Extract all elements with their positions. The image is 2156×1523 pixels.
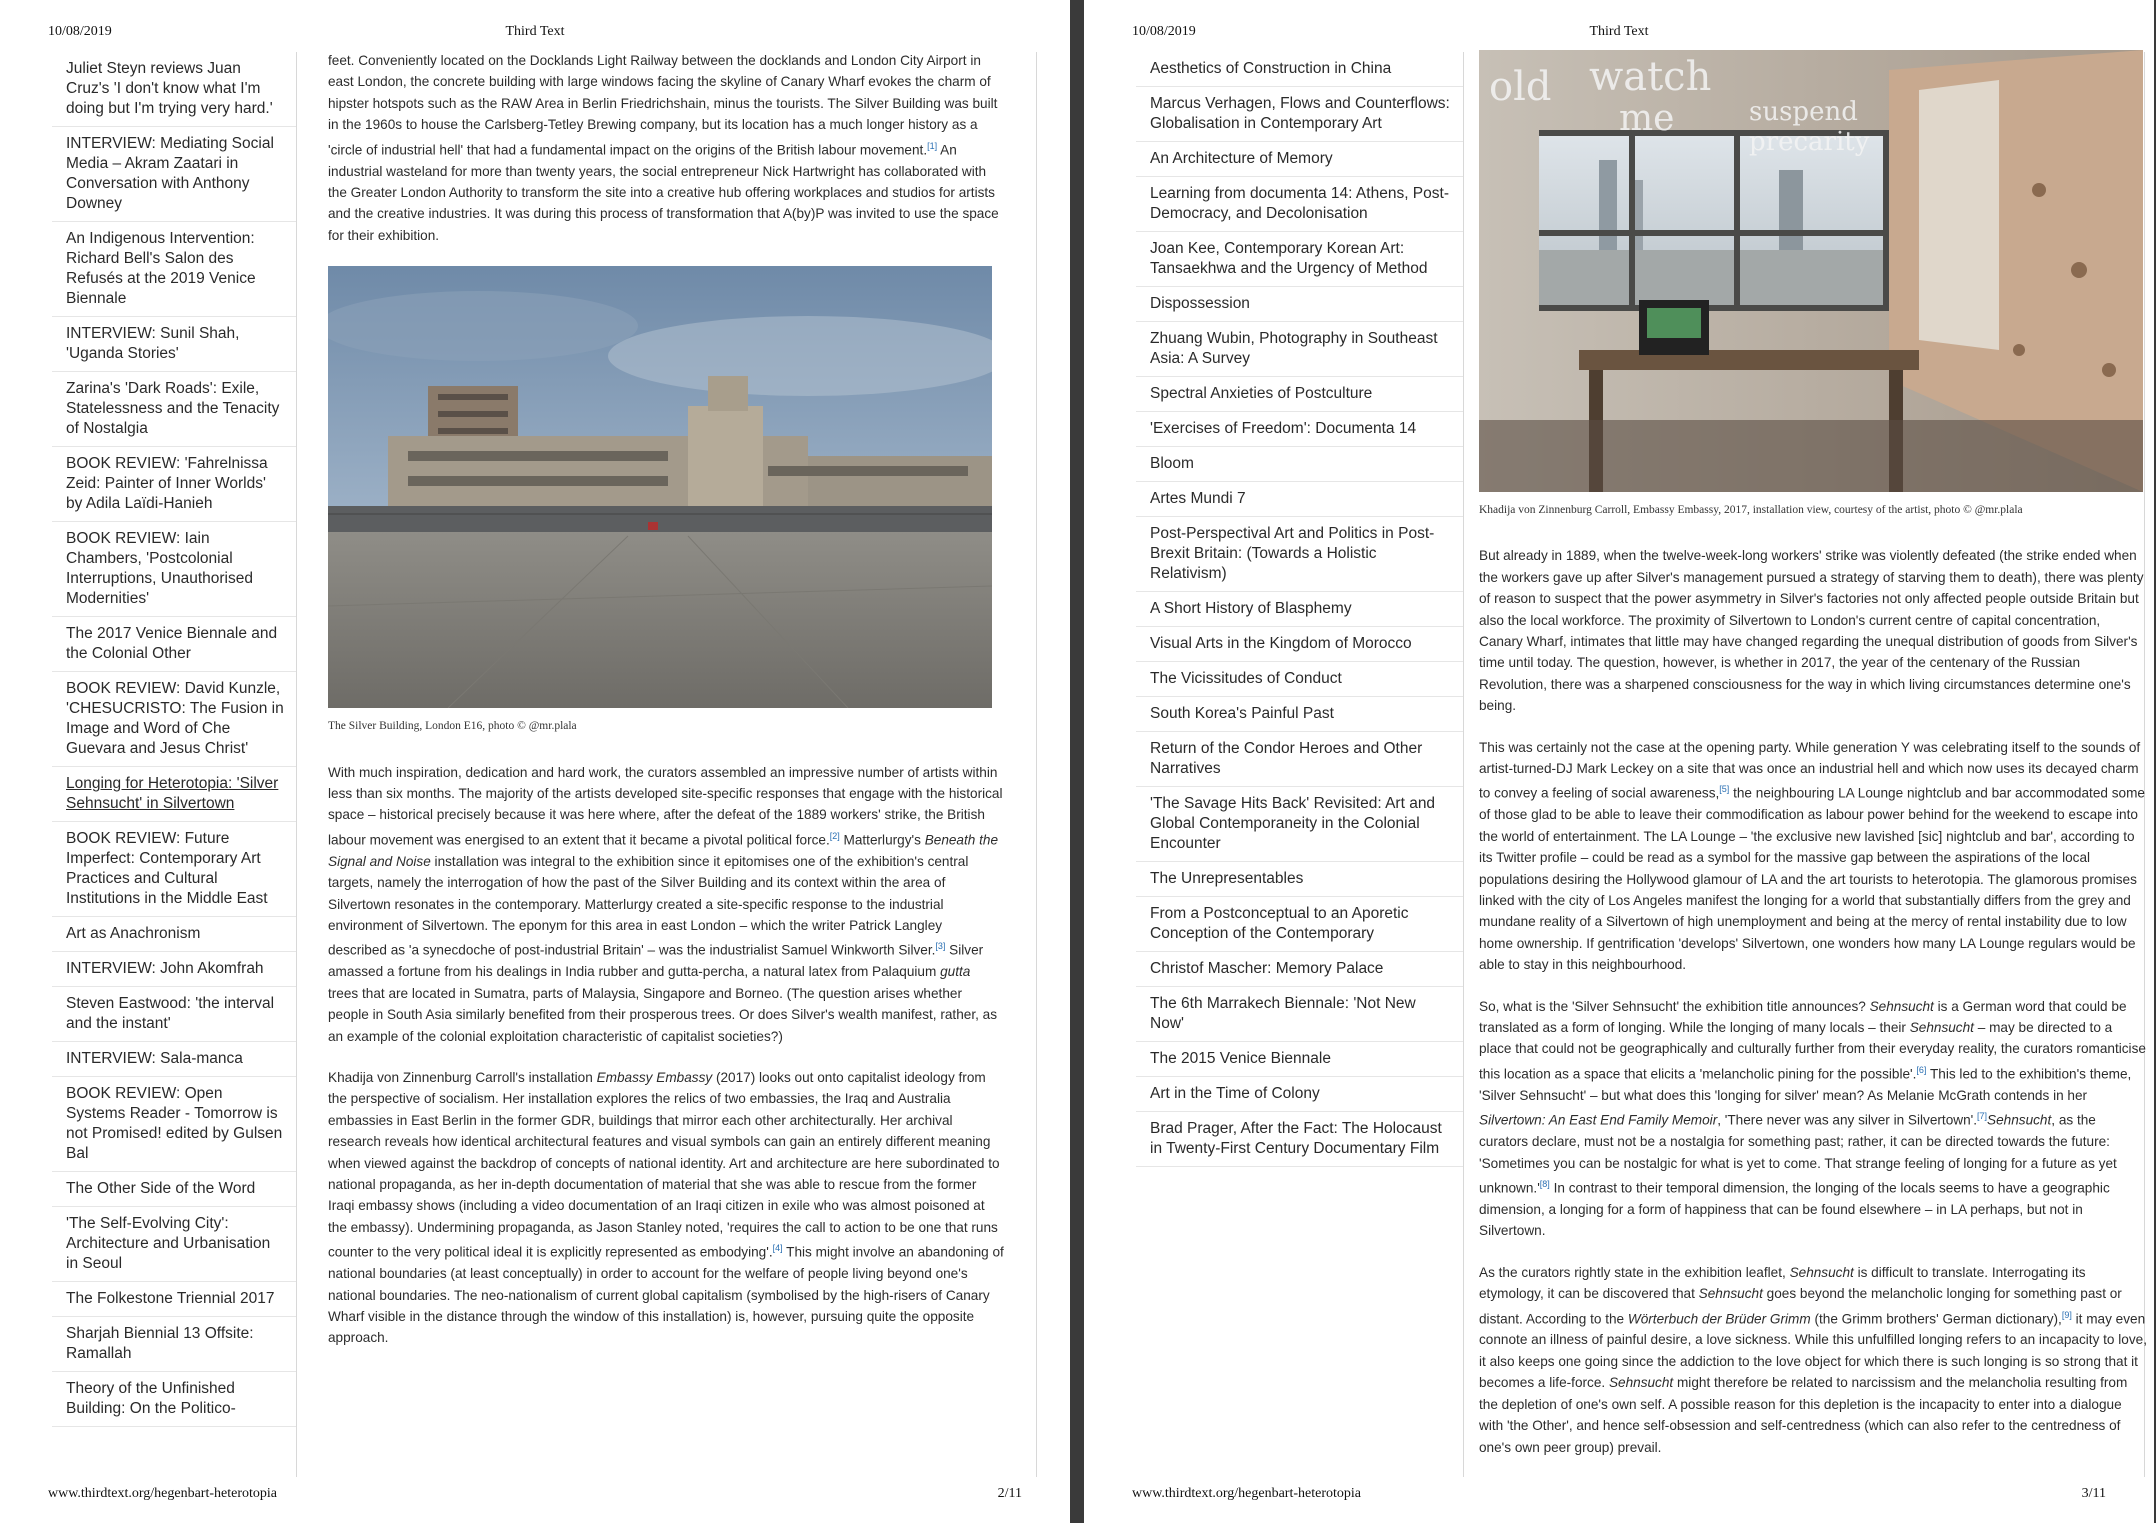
related-articles-list: [1136, 52, 1463, 1167]
sidebar-article-link[interactable]: Christof Mascher: Memory Palace: [1136, 952, 1463, 987]
sidebar-article-link[interactable]: 'Exercises of Freedom': Documenta 14: [1136, 412, 1463, 447]
sidebar-article-link[interactable]: Joan Kee, Contemporary Korean Art: Tansaekhwa and the Urgency of Method: [1136, 232, 1463, 287]
sidebar-article-link[interactable]: From a Postconceptual to an Aporetic Conception of the Contemporary: [1136, 897, 1463, 952]
article-paragraph: This was certainly not the case at the opening party. While generation Y was celebrating itself to the sounds of artist-turned-DJ Mark Leckey on a site that was once an industrial hell and which now uses its decayed charm to convey a feeling of social awareness,[5] the neighbouring LA Lounge nightclub and bar accommodated some of those glad to be able to leave their commodification as labour power behind for the weekend to escape into the world of entertainment. The LA Lounge – 'the exclusive new lavished [sic] nightclub and bar', according to its Twitter profile – could be read as a symbol for the massive gap between the aspirations of the local populations desiring the Hollywood glamour of LA and the art tourists to heterotopia. The glamorous promises linked with the city of Los Angeles manifest the longing for a world that substantially differs from the grey and mundane reality of a Silvertown of high unemployment and being at the mercy of rental instability due to low home ownership. If gentrification 'develops' Silvertown, one wonders how many LA Lounge regulars would be able to stay in this neighbourhood.: [1479, 739, 2145, 973]
sidebar-article-link[interactable]: BOOK REVIEW: 'Fahrelnissa Zeid: Painter of Inner Worlds' by Adila Laïdi-Hanieh: [52, 447, 296, 522]
sidebar-article-link[interactable]: The Vicissitudes of Conduct: [1136, 662, 1463, 697]
page-url: www.thirdtext.org/hegenbart-heterotopia: [48, 1486, 277, 1501]
sidebar-article-link[interactable]: Art in the Time of Colony: [1136, 1077, 1463, 1112]
sidebar-article-link[interactable]: The Folkestone Triennial 2017: [52, 1282, 296, 1317]
sidebar-article-link[interactable]: Steven Eastwood: 'the interval and the instant': [52, 987, 296, 1042]
sidebar-article-link[interactable]: Brad Prager, After the Fact: The Holocaust in Twenty-First Century Documentary Film: [1136, 1112, 1463, 1167]
wall-writing: suspend: [1749, 97, 1858, 127]
sidebar-article-link[interactable]: INTERVIEW: Sunil Shah, 'Uganda Stories': [52, 317, 296, 372]
sidebar-article-link[interactable]: The Other Side of the Word: [52, 1172, 296, 1207]
sidebar-article-link[interactable]: Juliet Steyn reviews Juan Cruz's 'I don't know what I'm doing but I'm trying very hard.': [52, 52, 296, 127]
sidebar-article-link[interactable]: BOOK REVIEW: David Kunzle, 'CHESUCRISTO: The Fusion in Image and Word of Che Guevara and Jesus Christ': [52, 672, 296, 767]
figure-caption: The Silver Building, London E16, photo © @mr.plala: [328, 720, 577, 733]
document-page-2: [0, 0, 1070, 1523]
sidebar-article-link[interactable]: Post-Perspectival Art and Politics in Post-Brexit Britain: (Towards a Holistic Relativism): [1136, 517, 1463, 592]
sidebar-article-link[interactable]: Marcus Verhagen, Flows and Counterflows: Globalisation in Contemporary Art: [1136, 87, 1463, 142]
article-paragraph: As the curators rightly state in the exhibition leaflet, Sehnsucht is difficult to translate. Interrogating its etymology, it can be discovered that Sehnsucht goes beyond the melancholic longing for something past or distant. According to the Wörterbuch der Brüder Grimm (the Grimm brothers' German dictionary),[9] it may even connote an illness of painful desire, a love sickness. While this unfulfilled longing refers to an incapacity to love, it also keeps one going since the addiction to the love object for which there is such longing is so strong that it becomes a life-force. Sehnsucht might therefore be related to narcissism and the melancholia resulting from the depletion of one's own self. A possible reason for this depletion is the incapacity to enter into a dialogue with 'the Other', and hence self-obsession and self-centredness (which can also refer to the centredness of one's own peer group) prevail.: [1479, 1264, 2147, 1455]
sidebar-article-link[interactable]: South Korea's Painful Past: [1136, 697, 1463, 732]
sidebar-article-link[interactable]: Zarina's 'Dark Roads': Exile, Statelessness and the Tenacity of Nostalgia: [52, 372, 296, 447]
page-footer: [1132, 1486, 2106, 1510]
article-paragraph: feet. Conveniently located on the Docklands Light Railway between the docklands and London City Airport in east London, the concrete building with large windows facing the skyline of Canary Wharf evokes the charm of hipster hotspots such as the RAW Area in Berlin Friedrichshain, minus the tourists. The Silver Building was built in the 1960s to house the Carlsberg-Tetley Brewing company, but its location has a much longer history as a 'circle of industrial hell' that had a fundamental impact on the origins of the British labour movement.[1] An industrial wasteland for more than twenty years, the social entrepreneur Nick Hartwright has collaborated with the Greater London Authority to transform the site into a creative hub offering workplaces and studios for artists and the creative industries. It was during this process of transformation that A(by)P was invited to use the space for their exhibition.: [328, 53, 999, 243]
related-articles-sidebar: [52, 52, 297, 1477]
footnote-ref[interactable]: [5]: [1719, 784, 1730, 795]
sidebar-article-link[interactable]: Dispossession: [1136, 287, 1463, 322]
article-body: [1479, 50, 2147, 1480]
sidebar-article-link[interactable]: Art as Anachronism: [52, 917, 296, 952]
sidebar-article-link[interactable]: Theory of the Unfinished Building: On the Politico-: [52, 1372, 296, 1427]
page-footer: [48, 1486, 1022, 1510]
footnote-ref[interactable]: [2]: [829, 830, 840, 841]
page-number: 2/11: [997, 1486, 1022, 1501]
article-paragraph: With much inspiration, dedication and hard work, the curators assembled an impressive number of artists within less than six months. The majority of the artists developed site-specific responses that engage with the historical space – historical precisely because it was here where, after the defeat of the 1889 workers' strike, the British labour movement was energised to an extent that it became a pivotal political force.[2] Matterlurgy's Beneath the Signal and Noise installation was integral to the exhibition since it epitomises one of the exhibition's central targets, namely the interrogation of how the past of the Silver Building and its context within the area of Silvertown resonates in the contemporary. Matterlurgy created a site-specific response to the industrial environment of Silvertown. The eponym for this area in east London – which the writer Patrick Langley described as 'a synecdoche of post-industrial Britain' – was the industrialist Samuel Winkworth Silver.[3] Silver amassed a fortune from his dealings in India rubber and gutta-percha, a natural latex from Palaquium gutta trees that are located in Sumatra, parts of Malaysia, Singapore and Borneo. (The question arises whether people in South Asia similarly benefited from their prosperous trees. Or does Silver's wealth manifest, rather, as an example of the colonial exploitation characteristic of capitalist societies?): [328, 764, 1003, 1044]
article-paragraph: But already in 1889, when the twelve-week-long workers' strike was violently defeated (the strike ended when the workers gave up after Silver's management pursued a strategy of starving them to death), there was plenty of reason to suspect that the power asymmetry in Silver's factories not only affected people outside Britain but also the local workforce. The proximity of Silvertown to London's current centre of capital concentration, Canary Wharf, intimates that little may have changed regarding the unequal distribution of goods from Silver's time until today. The question, however, is whether in 2017, the year of the centenary of the Russian Revolution, there was a sharpened consciousness for the way in which living circumstances determine one's being.: [1479, 548, 2144, 714]
sidebar-article-link[interactable]: INTERVIEW: John Akomfrah: [52, 952, 296, 987]
site-title: Third Text: [505, 24, 565, 39]
print-date: 10/08/2019: [48, 24, 112, 39]
embassy-installation-photo: [1479, 50, 2143, 492]
sidebar-article-link[interactable]: Zhuang Wubin, Photography in Southeast Asia: A Survey: [1136, 322, 1463, 377]
footnote-ref[interactable]: [4]: [772, 1243, 783, 1254]
sidebar-article-link[interactable]: INTERVIEW: Sala-manca: [52, 1042, 296, 1077]
sidebar-article-link[interactable]: The 6th Marrakech Biennale: 'Not New Now': [1136, 987, 1463, 1042]
sidebar-article-link[interactable]: Sharjah Biennial 13 Offsite: Ramallah: [52, 1317, 296, 1372]
sidebar-article-link[interactable]: 'The Savage Hits Back' Revisited: Art and Global Contemporaneity in the Colonial Encounter: [1136, 787, 1463, 862]
sidebar-article-link[interactable]: The 2017 Venice Biennale and the Colonial Other: [52, 617, 296, 672]
sidebar-article-link[interactable]: Aesthetics of Construction in China: [1136, 52, 1463, 87]
sidebar-article-link[interactable]: BOOK REVIEW: Open Systems Reader - Tomorrow is not Promised! edited by Gulsen Bal: [52, 1077, 296, 1172]
article-body: [328, 50, 1004, 1480]
column-divider: [1036, 52, 1037, 1477]
sidebar-article-link[interactable]: The Unrepresentables: [1136, 862, 1463, 897]
footnote-ref[interactable]: [8]: [1539, 1178, 1550, 1189]
sidebar-article-link[interactable]: An Indigenous Intervention: Richard Bell's Salon des Refusés at the 2019 Venice Biennale: [52, 222, 296, 317]
footnote-ref[interactable]: [3]: [935, 941, 946, 952]
sidebar-article-link[interactable]: 'The Self-Evolving City': Architecture and Urbanisation in Seoul: [52, 1207, 296, 1282]
sidebar-article-link[interactable]: Learning from documenta 14: Athens, Post-Democracy, and Decolonisation: [1136, 177, 1463, 232]
wall-writing: watch: [1589, 54, 1712, 100]
page-header: [48, 24, 1022, 48]
article-paragraph: So, what is the 'Silver Sehnsucht' the exhibition title announces? Sehnsucht is a German word that could be translated as a form of longing. While the longing of many locals – their Sehnsucht – may be directed to a place that could not be geographically and culturally further from their everyday reality, the curators romanticise this location as a space that elicits a 'melancholic pining for the possible'.[6] This led to the exhibition's theme, 'Silver Sehnsucht' – but what does this 'longing for silver' mean? As Melanie McGrath contends in her Silvertown: An East End Family Memoir, 'There never was any silver in Silvertown'.[7]Sehnsucht, as the curators declare, must not be a nostalgia for something past; rather, it can be directed towards the future: 'Sometimes you can be nostalgic for what is yet to come. That strange feeling of longing for a future as yet unknown.'[8] In contrast to their temporal dimension, the longing of the locals seems to have a geographic dimension, a longing for a form of happiness that can be found elsewhere – in LA perhaps, but not in Silvertown.: [1479, 998, 2146, 1239]
sidebar-article-link[interactable]: BOOK REVIEW: Iain Chambers, 'Postcolonial Interruptions, Unauthorised Modernities': [52, 522, 296, 617]
page-number: 3/11: [2081, 1486, 2106, 1501]
sidebar-article-link[interactable]: A Short History of Blasphemy: [1136, 592, 1463, 627]
sidebar-article-link[interactable]: Spectral Anxieties of Postculture: [1136, 377, 1463, 412]
footnote-ref[interactable]: [9]: [2061, 1309, 2072, 1320]
sidebar-article-link[interactable]: BOOK REVIEW: Future Imperfect: Contemporary Art Practices and Cultural Institutions in the Middle East: [52, 822, 296, 917]
print-date: 10/08/2019: [1132, 24, 1196, 39]
sidebar-article-link[interactable]: Bloom: [1136, 447, 1463, 482]
footnote-ref[interactable]: [7]: [1977, 1111, 1988, 1122]
sidebar-article-link[interactable]: Longing for Heterotopia: 'Silver Sehnsucht' in Silvertown: [52, 767, 296, 822]
site-title: Third Text: [1589, 24, 1649, 39]
article-paragraph: Khadija von Zinnenburg Carroll's installation Embassy Embassy (2017) looks out onto capitalist ideology from the perspective of socialism. Her installation explores the relics of two embassies, the Iraq and Australia embassies in East Berlin in the former GDR, buildings that mirror each other architecturally. Her archival research reveals how identical architectural features and visual symbols can gain an entirely different meaning when viewed against the backdrop of concepts of national identity. Art and architecture are here subordinated to national propaganda, as her in-depth documentation of material that she was able to rescue from the former Iraqi embassy shows (including a video documentation of an Iraqi citizen in exile who was almost poisoned at the embassy). Undermining propaganda, as Jason Stanley noted, 'requires the call to action to be one that runs counter to the very political ideal it is explicitly represented as embodying'.[4] This might involve an abandoning of national boundaries (at least conceptually) in order to account for the welfare of people living beyond one's national boundaries. The neo-nationalism of current global capitalism (symbolised by the high-risers of Canary Wharf visible in the distance through the window of this installation) is, however, pursuing quite the opposite approach.: [328, 1069, 1004, 1346]
sidebar-article-link[interactable]: INTERVIEW: Mediating Social Media – Akram Zaatari in Conversation with Anthony Downey: [52, 127, 296, 222]
silver-building-photo: [328, 266, 992, 708]
sidebar-article-link[interactable]: Visual Arts in the Kingdom of Morocco: [1136, 627, 1463, 662]
sidebar-article-link[interactable]: Artes Mundi 7: [1136, 482, 1463, 517]
footnote-ref[interactable]: [1]: [927, 140, 938, 151]
sidebar-article-link[interactable]: The 2015 Venice Biennale: [1136, 1042, 1463, 1077]
figure-caption: Khadija von Zinnenburg Carroll, Embassy Embassy, 2017, installation view, courtesy of the artist, photo © @mr.plala: [1479, 504, 2023, 516]
page-header: [1132, 24, 2106, 48]
related-articles-sidebar: [1136, 52, 1464, 1477]
footnote-ref[interactable]: [6]: [1916, 1064, 1927, 1075]
wall-writing: precarity: [1749, 127, 1870, 157]
related-articles-list: [52, 52, 296, 1427]
sidebar-article-link[interactable]: Return of the Condor Heroes and Other Narratives: [1136, 732, 1463, 787]
page-url: www.thirdtext.org/hegenbart-heterotopia: [1132, 1486, 1361, 1501]
wall-writing: me: [1619, 98, 1675, 139]
wall-writing: old: [1489, 64, 1552, 110]
sidebar-article-link[interactable]: An Architecture of Memory: [1136, 142, 1463, 177]
document-page-3: [1084, 0, 2154, 1523]
